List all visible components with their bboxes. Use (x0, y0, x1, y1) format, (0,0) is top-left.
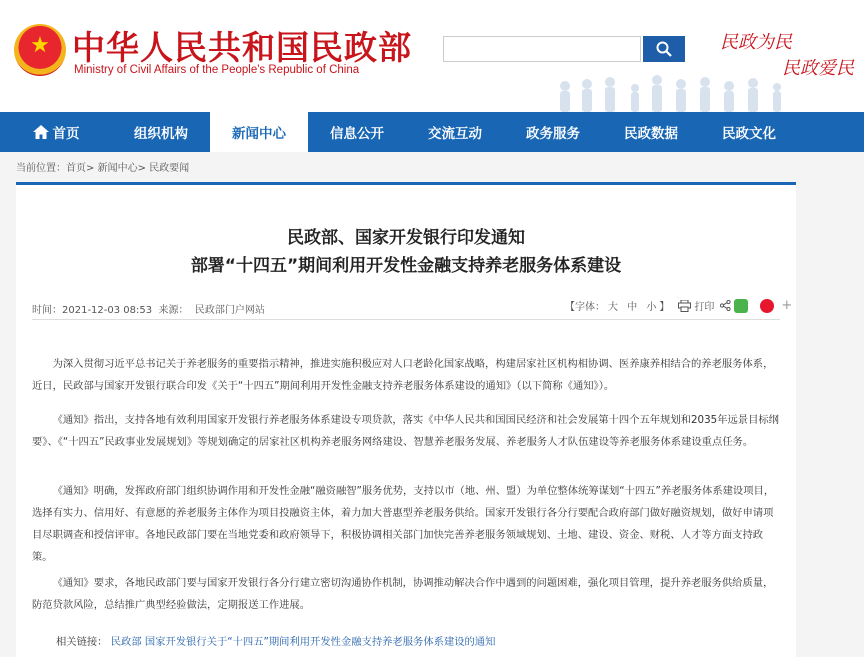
weibo-share-icon[interactable] (760, 299, 774, 313)
site-header (0, 0, 864, 112)
print-button[interactable]: 打印 (694, 302, 715, 313)
publish-time: 2021-12-03 08:53 (62, 305, 153, 316)
nav-news-center[interactable]: 新闻中心 (210, 112, 308, 152)
main-nav (0, 112, 864, 152)
article-paragraph: 《通知》指出，支持各地有效利用国家开发银行养老服务体系建设专项贷款，落实《中华人民共和国国民经济和社会发展第十四个五年规划和2035年远景目标纲要》、《“十四五”民政事业发展规划》等规划确定的居家社区机构养老服务网络建设、智慧养老服务发展、养老服务人才队伍建设等养老服务体系建设重点任务。 (32, 414, 779, 448)
meta-divider (32, 319, 780, 320)
breadcrumb-prefix: 当前位置： (16, 163, 66, 174)
article-source: 民政部门户网站 (194, 305, 265, 316)
breadcrumb-civil-news[interactable]: 民政要闻 (149, 163, 190, 174)
nav-home-label: 首页 (52, 126, 80, 142)
print-icon[interactable] (678, 300, 691, 312)
slogan-line-1: 民政为民 (720, 32, 792, 53)
related-links (56, 633, 495, 648)
related-link[interactable]: 民政部 国家开发银行关于“十四五”期间利用开发性金融支持养老服务体系建设的通知 (110, 636, 496, 648)
nav-home[interactable] (0, 112, 112, 152)
breadcrumb-separator: > (137, 163, 146, 174)
article-paragraph: 为深入贯彻习近平总书记关于养老服务的重要指示精神，推进实施积极应对人口老龄化国家战略，构建居家社区机构相协调、医养康养相结合的养老服务体系，近日，民政部与国家开发银行联合印发《关于“十四五”期间利用开发性金融支持养老服务体系建设的通知》（以下简称《通知》）。 (32, 358, 774, 392)
time-label: 时间： (32, 305, 62, 316)
nav-organization[interactable]: 组织机构 (134, 126, 188, 142)
font-size-close-bracket: 】 (659, 302, 670, 313)
source-label: 来源： (158, 305, 189, 316)
article-paragraph: 《通知》明确，发挥政府部门组织协调作用和开发性金融“融资融智”服务优势，支持以市（地、州、盟）为单位整体统筹谋划“十四五”养老服务体系建设项目，选择有实力、信用好、有意愿的养老服务主体作为项目投融资主体，着力加大普惠型养老服务供给。国家开发银行各分行要配合政府部门做好融资规划，做好申请项目尽职调查和授信评审。各地民政部门要在当地党委和政府领导下，积极协调相关部门加快完善养老服务领域规划、土地、建设、资金、财税、人才等方面支持政策。 (32, 485, 775, 563)
article-tools (565, 298, 792, 313)
font-size-medium-button[interactable]: 中 (627, 302, 638, 313)
breadcrumb-separator: > (86, 163, 95, 174)
wechat-share-icon[interactable] (734, 299, 748, 313)
search-button[interactable] (643, 36, 685, 62)
nav-info-disclosure[interactable]: 信息公开 (330, 126, 384, 142)
font-size-large-button[interactable]: 大 (608, 302, 618, 313)
article-meta (32, 301, 265, 316)
slogan-line-2: 民政爱民 (782, 58, 854, 79)
nav-interaction[interactable]: 交流互动 (428, 126, 482, 142)
search-icon (656, 41, 672, 57)
breadcrumb (16, 159, 189, 174)
article-title-line-2: 部署“十四五”期间利用开发性金融支持养老服务体系建设 (190, 256, 622, 276)
nav-civil-culture[interactable]: 民政文化 (722, 126, 776, 142)
national-emblem-logo (14, 24, 66, 76)
nav-government-services[interactable]: 政务服务 (526, 126, 580, 142)
more-share-icon[interactable]: + (781, 298, 793, 313)
nav-civil-data[interactable]: 民政数据 (624, 126, 678, 142)
breadcrumb-home[interactable]: 首页 (66, 163, 86, 174)
site-subtitle: Ministry of Civil Affairs of the People's Republic of China (74, 64, 360, 76)
font-size-small-button[interactable]: 小 (646, 302, 657, 313)
home-icon (33, 125, 49, 139)
search-input[interactable] (443, 36, 641, 62)
related-label: 相关链接： (56, 636, 108, 648)
breadcrumb-news-center[interactable]: 新闻中心 (97, 163, 138, 174)
crowd-silhouette-illustration (545, 72, 795, 112)
share-icon[interactable] (720, 300, 731, 311)
article-title-line-1: 民政部、国家开发银行印发通知 (287, 228, 525, 248)
font-size-label: 【字体： (565, 302, 605, 313)
article-paragraph: 《通知》要求，各地民政部门要与国家开发银行各分行建立密切沟通协作机制，协调推动解决合作中遇到的问题困难，强化项目管理，提升养老服务供给质量，防范贷款风险，总结推广典型经验做法，定期报送工作进展。 (32, 577, 774, 611)
site-title[interactable]: 中华人民共和国民政部 (72, 28, 412, 67)
article-panel (16, 182, 796, 657)
